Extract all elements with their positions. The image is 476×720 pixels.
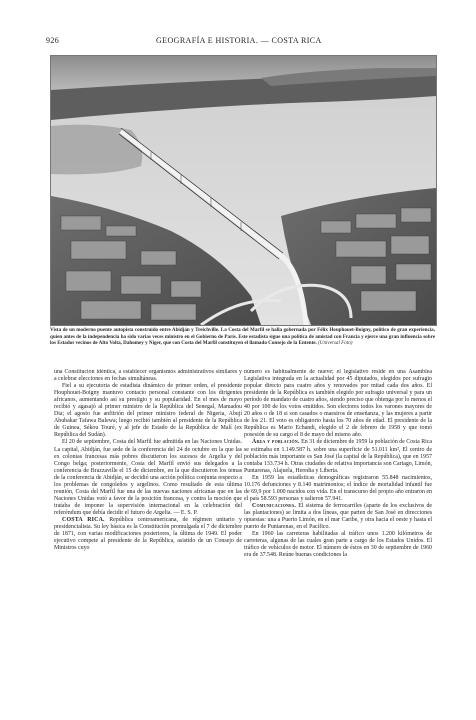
photo-credit: (Universal Foto) xyxy=(318,340,353,347)
section-costa-rica: COSTA RICA. República centroamericana, de régimen unitario y presidencialista. Su ley básica es la Constitución promulgada el 7 de diciembre de 1871, con varias modificaciones posteriores, la última de 1949. El poder ejecutivo compete al presidente de la República, asistido de un Consejo de Ministros cuyo xyxy=(54,516,242,552)
section-heading: COSTA RICA. xyxy=(62,516,105,523)
page-number: 926 xyxy=(46,36,60,45)
paragraph: una Constitución idéntica, a establecer organismos administrativos similares y a celebrar elecciones en fechas simultáneas. xyxy=(54,369,242,383)
section-area-poblacion: Área y población. En 31 de diciembre de 1959 la población de Costa Rica se estimaba en 1.149.587 h. sobre una superficie de 51.011 km², El centro de población más importante es San José (la capital de la República), que en 1957 contaba 133.734 h. Otras ciudades de relativa importancia son Cartago, Limón, Puntarenas, Alajuela, Heredia y Liberia. xyxy=(244,439,432,474)
page-header xyxy=(46,36,438,48)
section-heading: Área y población. xyxy=(252,439,300,446)
aerial-photo-illustration xyxy=(51,56,436,325)
paragraph: En 1960 las carreteras habilitadas al tráfico unos 1.200 kilómetros de carreteras, algunas de las cuales gran parte a cargo de los Estados Unidos. El tráfico de vehículos de motor. El número de éstos en 30 de septiembre de 1960 era de 37.548. Reúne buenas condiciones la xyxy=(244,531,432,559)
running-title: GEOGRAFÍA E HISTORIA. — COSTA RICA xyxy=(156,36,322,45)
paragraph: En 1959 las estadísticas demográficas registraron 55.848 nacimientos, 10.176 defunciones y 8.140 matrimonios; el índice de mortalidad infantil fue de 69,9 por 1.000 nacidos con vida. En el transcurso del propio año entraron en el país 58.593 personas y salieron 57.941. xyxy=(244,474,432,502)
bridge-photograph xyxy=(50,55,437,326)
section-heading: Comunicaciones. xyxy=(252,502,297,509)
photo-caption xyxy=(50,327,435,347)
paragraph: número es habitualmente de nueve; el legislativo reside en una Asamblea Legislativa integrada en la actualidad por 45 diputados, elegidos por sufragio popular directo para cuatro años y renovados por mitad cada dos años. El presidente de la República es también elegido por sufragio universal y para un período de mandato de cuatro años, siendo preciso que obtenga por lo menos el 40 por 100 de los votos emitidos. Son electores todos los varones mayores de 20 años o de 18 si son casados o maestros de enseñanza, y las mujeres a partir de los 21. El voto es obligatorio hasta los 70 años de edad. El presidente de la República es Mario Echandi, elegido el 2 de febrero de 1958 y que tomó posesión de su cargo el 8 de mayo del mismo año. xyxy=(244,369,432,439)
paragraph: El 20 de septiembre, Costa del Marfil fue admitida en las Naciones Unidas. La capital, Abidján, fue sede de la conferencia del 24 de octubre en la que las ex colonias francesas más pobres discutieron los sucesos de Argelia y del Congo belga; posteriormente, Costa del Marfil envió sus delegados a la conferencia de Brazzaville el 15 de diciembre, en la que discutieron los temas de la conferencia de Abidján, se decidió una acción política conjunta respecto a los problemas de congoleños y argelinos. Como resultado de esta última reunión, Costa del Marfil fue una de las nuevas naciones africanas que en las Naciones Unidas votó a favor de la posición francesa, y contra la moción que trataba de imponer la supervisión internacional en la celebración del referéndum que debía decidir el futuro de Argelia. — E. S. P. xyxy=(54,439,242,516)
caption-text: Vista de un moderno puente autopista construido entre Abidján y Treichville. La Costa del Marfil se halla gobernada por Félix Houphouet-Boigny, político de gran experiencia, quien antes de la independencia ha sido varias veces ministro en el Gobierno de París. Este estadista sigue una política de amistad con Francia y ejerce una gran influencia sobre los Estados vecinos de Alto Volta, Dahomey y Níger, que con Costa del Marfil constituyen el llamado Consejo de la Entente. xyxy=(50,327,435,347)
text-column-left xyxy=(54,369,242,705)
text-column-right xyxy=(244,369,432,705)
section-comunicaciones: Comunicaciones. El sistema de ferrocarriles (aparte de los exclusivos de las plantaciones) se limita a dos líneas, que parten de San José en direcciones opuestas: una a Puerto Limón, en el mar Caribe, y otra hacia el oeste y hasta el puerto de Puntarenas, en el Pacífico. xyxy=(244,502,432,531)
paragraph: Fiel a su ejecutoria de estadista dinámico de primer orden, el presidente Houphouet-Boigny mantuvo contacto personal constante con los dirigentes africanos, aumentando así su prestigio y su popularidad. En el mes de mayo recibió y agasajó al primer ministro de la República del Senegal, Mamadou Dia; el agosto fue anfitrión del primer ministro federal de Nigeria, Abují Abubakar Tafawa Balewa; luego recibió también al presidente de la República de Guinea, Sékou Touré, y al jefe de Estado de la República de Malí (ex República del Sudán). xyxy=(54,383,242,439)
